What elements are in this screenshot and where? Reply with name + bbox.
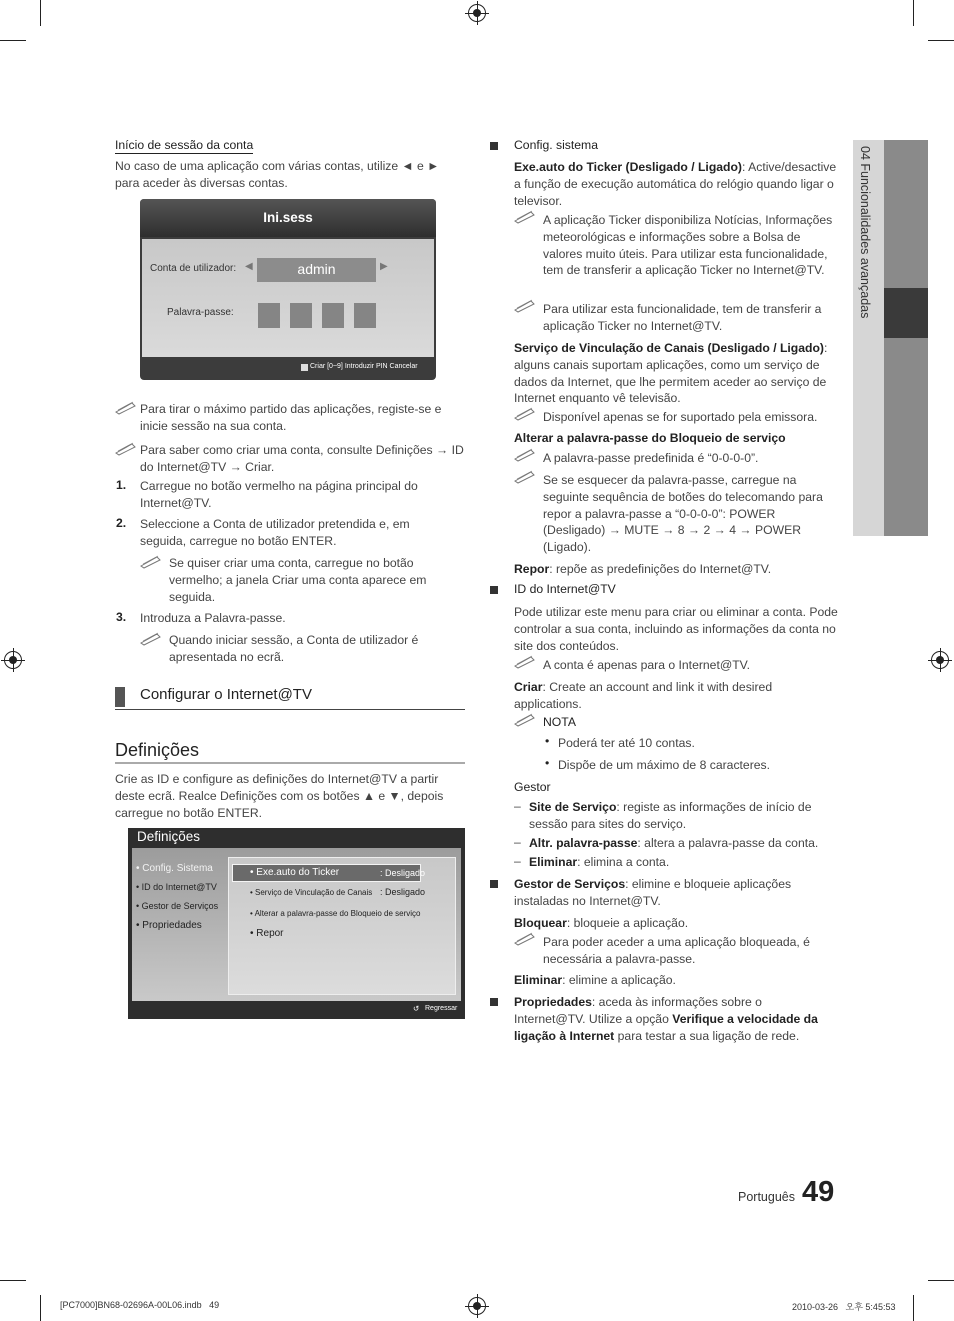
- nota-label: NOTA: [543, 715, 576, 729]
- note-pencil-icon: [514, 932, 536, 946]
- gestor-label: Gestor: [514, 780, 551, 794]
- menu-item[interactable]: • ID do Internet@TV: [136, 882, 217, 892]
- setting-value: : Desligado: [380, 887, 426, 897]
- note-pencil-icon: [514, 299, 536, 313]
- definicoes-title: Definições: [115, 740, 200, 760]
- note-pencil-icon: [514, 407, 536, 421]
- bullet-dot-icon: •: [545, 756, 550, 770]
- note-pencil-icon: [514, 713, 536, 727]
- note-pencil-icon: [514, 470, 536, 484]
- note-register: Para tirar o máximo partido das aplicações, registe-se e inicie sessão na sua conta.: [140, 402, 442, 433]
- setting-value: : Desligado: [380, 868, 426, 878]
- section-marker: [115, 687, 125, 707]
- print-date: 2010-03-26 오후 5:45:53: [792, 1302, 896, 1312]
- setting-label[interactable]: • Alterar a palavra-passe do Bloqueio de serviço: [250, 909, 421, 918]
- ticker-note-1: A aplicação Ticker disponibiliza Notícias, Informações meteorológicas e informações sobre a Bolsa de valores muito úteis. Para utilizar esta funcionalidade, tem de transferir a aplicação Ticker no Internet@TV.: [543, 213, 833, 278]
- step-text: Carregue no botão vermelho na página principal do Internet@TV.: [140, 479, 418, 510]
- gestor-item: Altr. palavra-passe: altera a palavra-passe da conta.: [529, 836, 819, 850]
- nota-item: Poderá ter até 10 contas.: [558, 736, 695, 750]
- user-select[interactable]: admin: [257, 258, 376, 282]
- registration-mark-icon: [931, 651, 949, 669]
- registration-mark-icon: [4, 651, 22, 669]
- login-intro: No caso de uma aplicação com várias contas, utilize ◄ e ► para aceder às diversas contas.: [115, 159, 440, 190]
- id-note: A conta é apenas para o Internet@TV.: [543, 658, 751, 672]
- repor-paragraph: Repor: repõe as predefinições do Internet@TV.: [514, 562, 772, 576]
- gestor-item: Site de Serviço: registe as informações de início de sessão para sites do serviço.: [529, 800, 812, 831]
- dash-icon: –: [514, 854, 521, 868]
- eliminar-paragraph: Eliminar: elimine a aplicação.: [514, 973, 676, 987]
- step-text: Seleccione a Conta de utilizador pretendida e, em seguida, carregue no botão ENTER.: [140, 517, 410, 548]
- step-number: 3.: [116, 610, 127, 624]
- bullet-square-icon: [490, 880, 498, 888]
- settings-screen-title: Definições: [137, 829, 201, 844]
- channel-note: Disponível apenas se for suportado pela emissora.: [543, 410, 818, 424]
- pin-field-1[interactable]: [258, 303, 280, 328]
- bullet-square-icon: [490, 998, 498, 1006]
- dash-icon: –: [514, 799, 521, 813]
- nota-item: Dispõe de um máximo de 8 caracteres.: [558, 758, 771, 772]
- bullet-square-icon: [490, 142, 498, 150]
- page-number: 49: [802, 1176, 835, 1208]
- chapter-tab-label: 04 Funcionalidades avançadas: [858, 146, 872, 319]
- dash-icon: –: [514, 835, 521, 849]
- note-pencil-icon: [514, 655, 536, 669]
- file-info: [PC7000]BN68-02696A-00L06.indb 49: [60, 1300, 220, 1310]
- menu-item[interactable]: • Propriedades: [136, 920, 202, 931]
- password-note-2: Se se esquecer da palavra-passe, carregue na seguinte sequência de botões do telecomando para repor a palavra-passe a “0-0-0-0”: POWER (Desligado) → MUTE → 8 → 2 → 4 → POWER (Ligado).: [543, 473, 823, 555]
- right-arrow-icon[interactable]: ▶: [380, 261, 388, 272]
- gestor-item: Eliminar: elimina a conta.: [529, 855, 670, 869]
- setting-label[interactable]: • Repor: [250, 928, 284, 939]
- password-label: Palavra-passe:: [167, 307, 234, 318]
- login-screen: [140, 199, 436, 380]
- login-heading: Início de sessão da conta: [115, 138, 254, 152]
- settings-screen: [128, 828, 465, 1019]
- setting-label[interactable]: • Serviço de Vinculação de Canais: [250, 888, 373, 897]
- registration-mark-icon: [468, 1297, 486, 1315]
- menu-item[interactable]: • Config. Sistema: [136, 863, 213, 874]
- pin-field-2[interactable]: [290, 303, 312, 328]
- id-title: ID do Internet@TV: [514, 582, 616, 596]
- ticker-note-2: Para utilizar esta funcionalidade, tem de transferir a aplicação Ticker no Internet@TV.: [543, 302, 822, 333]
- note-pencil-icon: [115, 442, 137, 456]
- note-pencil-icon: [514, 210, 536, 224]
- step-text: Introduza a Palavra-passe.: [140, 611, 286, 625]
- section-title: Configurar o Internet@TV: [140, 686, 312, 703]
- gestor-servicos-paragraph: Gestor de Serviços: elimine e bloqueie aplicações instaladas no Internet@TV.: [514, 877, 792, 908]
- config-title: Config. sistema: [514, 138, 598, 152]
- note-pencil-icon: [514, 448, 536, 462]
- step-number: 2.: [116, 516, 127, 530]
- ticker-paragraph: Exe.auto do Ticker (Desligado / Ligado): Active/desactive a função de execução automática do relógio quando ligar o televisor.: [514, 160, 837, 208]
- login-screen-footer: Criar [0~9] Introduzir PIN Cancelar: [310, 363, 418, 370]
- bullet-dot-icon: •: [545, 734, 550, 748]
- step-note: Quando iniciar sessão, a Conta de utilizador é apresentada no ecrã.: [169, 633, 419, 664]
- channel-paragraph: Serviço de Vinculação de Canais (Desligado / Ligado): alguns canais suportam aplicações, como um serviço de dados da Internet, que lhe permitem aceder ao serviço de Internet enquanto vê televisão.: [514, 341, 828, 406]
- back-icon: ↺: [413, 1004, 420, 1013]
- user-label: Conta de utilizador:: [150, 263, 237, 274]
- note-create-account: Para saber como criar uma conta, consulte Definições → ID do Internet@TV → Criar.: [140, 443, 464, 474]
- login-screen-title: Ini.sess: [140, 199, 436, 237]
- note-pencil-icon: [140, 555, 162, 569]
- note-pencil-icon: [115, 401, 137, 415]
- language-label: Português: [738, 1190, 795, 1204]
- step-number: 1.: [116, 478, 127, 492]
- menu-item[interactable]: • Gestor de Serviços: [136, 901, 219, 911]
- definicoes-intro: Crie as ID e configure as definições do Internet@TV a partir deste ecrã. Realce Definições com os botões ▲ e ▼, depois carregue no botão ENTER.: [115, 772, 444, 820]
- bloquear-note: Para poder aceder a uma aplicação bloqueada, é necessária a palavra-passe.: [543, 935, 810, 966]
- password-note-1: A palavra-passe predefinida é “0-0-0-0”.: [543, 451, 759, 465]
- pin-field-4[interactable]: [354, 303, 376, 328]
- password-heading: Alterar a palavra-passe do Bloqueio de serviço: [514, 431, 786, 445]
- bullet-square-icon: [490, 586, 498, 594]
- bloquear-paragraph: Bloquear: bloqueie a aplicação.: [514, 916, 689, 930]
- propriedades-paragraph: Propriedades: aceda às informações sobre o Internet@TV. Utilize a opção Verifique a velocidade da ligação à Internet para testar a sua ligação de rede.: [514, 995, 818, 1043]
- note-pencil-icon: [140, 632, 162, 646]
- registration-mark-icon: [468, 4, 486, 22]
- red-button-icon: [301, 364, 308, 371]
- criar-paragraph: Criar: Create an account and link it with desired applications.: [514, 680, 773, 711]
- pin-field-3[interactable]: [322, 303, 344, 328]
- id-text: Pode utilizar este menu para criar ou eliminar a conta. Pode controlar a sua conta, incluindo as informações da conta no site dos conteúdos.: [514, 605, 838, 653]
- step-note: Se quiser criar uma conta, carregue no botão vermelho; a janela Criar uma conta aparece em seguida.: [169, 556, 427, 604]
- left-arrow-icon[interactable]: ◀: [245, 261, 253, 272]
- back-label[interactable]: Regressar: [425, 1005, 458, 1012]
- setting-label[interactable]: • Exe.auto do Ticker: [250, 867, 340, 878]
